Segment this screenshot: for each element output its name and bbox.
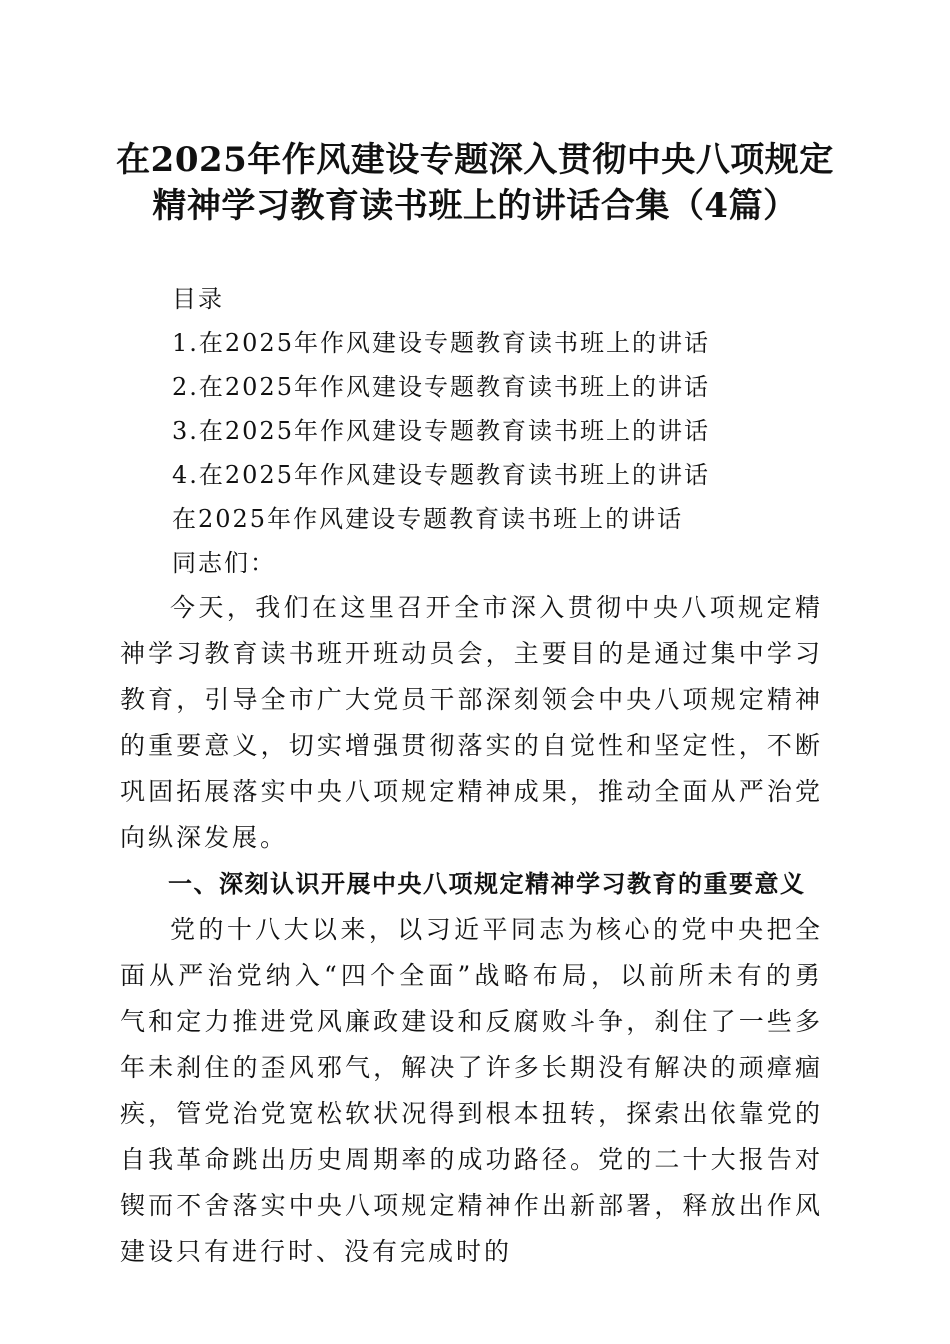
salutation: 同志们：	[172, 549, 276, 577]
toc-item: 4.在2025年作风建设专题教育读书班上的讲话	[172, 461, 710, 489]
document-body	[120, 585, 823, 1275]
toc-item: 1.在2025年作风建设专题教育读书班上的讲话	[172, 329, 710, 357]
table-of-contents	[172, 279, 872, 587]
section-heading: 一、深刻认识开展中央八项规定精神学习教育的重要意义	[168, 870, 806, 898]
speech-title: 在2025年作风建设专题教育读书班上的讲话	[172, 505, 684, 533]
toc-item: 3.在2025年作风建设专题教育读书班上的讲话	[172, 417, 710, 445]
toc-item: 2.在2025年作风建设专题教育读书班上的讲话	[172, 373, 710, 401]
paragraph: 党的十八大以来，以习近平同志为核心的党中央把全面从严治党纳入“四个全面”战略布局，以前所未有的勇气和定力推进党风廉政建设和反腐败斗争，刹住了一些多年未刹住的歪风邪气，解决了许多长期没有解决的顽瘴痼疾，管党治党宽松软状况得到根本扭转，探索出依靠党的自我革命跳出历史周期率的成功路径。党的二十大报告对锲而不舍落实中央八项规定精神作出新部署，释放出作风建设只有进行时、没有完成时的	[120, 915, 823, 1266]
toc-label: 目录	[172, 285, 224, 313]
document-title: 在2025年作风建设专题深入贯彻中央八项规定精神学习教育读书班上的讲话合集（4篇）	[116, 140, 834, 226]
paragraph: 今天，我们在这里召开全市深入贯彻中央八项规定精神学习教育读书班开班动员会，主要目的是通过集中学习教育，引导全市广大党员干部深刻领会中央八项规定精神的重要意义，切实增强贯彻落实的自觉性和坚定性，不断巩固拓展落实中央八项规定精神成果，推动全面从严治党向纵深发展。	[120, 593, 823, 852]
